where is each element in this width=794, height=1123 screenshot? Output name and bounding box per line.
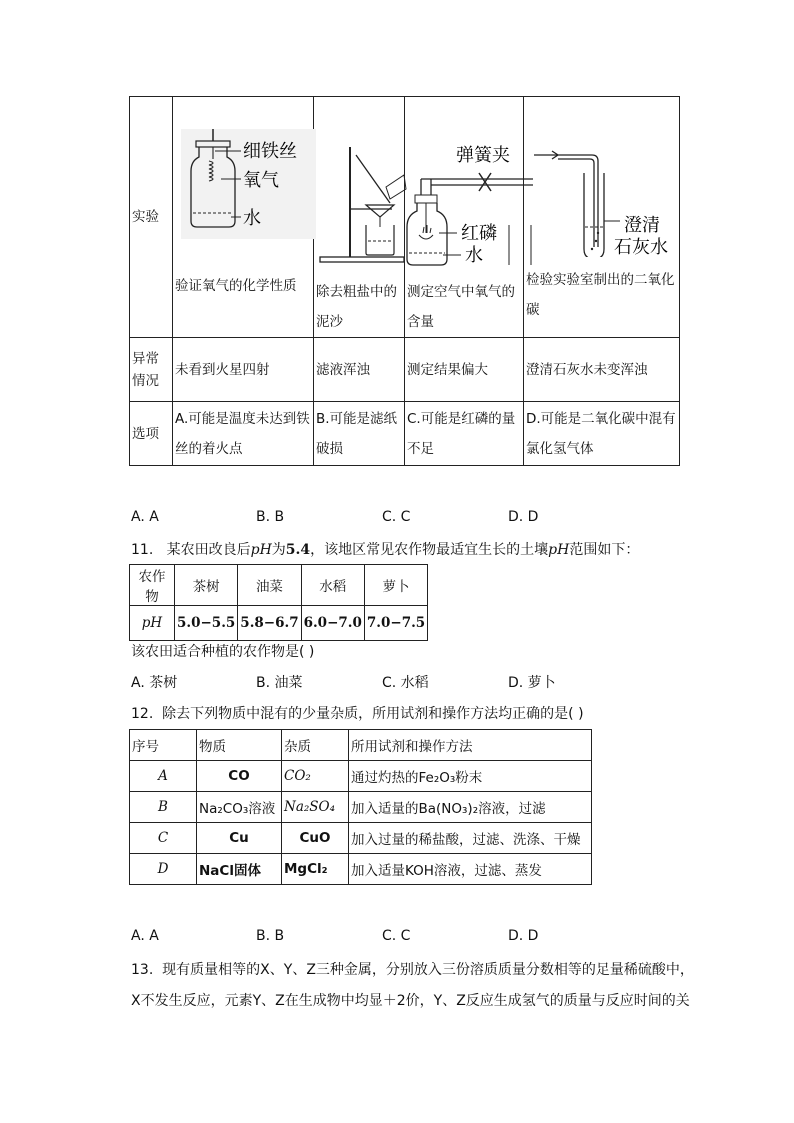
caption-a: 验证氧气的化学性质: [175, 278, 297, 294]
table-row: [130, 792, 592, 823]
option-d: D.可能是二氧化碳中混有氯化氢气体: [524, 402, 680, 466]
q11-ph-2: pH: [548, 542, 570, 558]
q12-cell: CO: [197, 761, 282, 792]
q12-choice-c[interactable]: C. C: [382, 928, 411, 944]
experiment-cell-a: [173, 97, 314, 338]
q12-cell: CuO: [282, 823, 349, 854]
label-water-c: 水: [465, 245, 483, 266]
q11-cell-2: 5.8−6.7: [238, 606, 301, 641]
red-phosphorus-apparatus-icon: [401, 133, 533, 273]
option-b: B.可能是滤纸破损: [314, 402, 405, 466]
label-red-phosphorus: 红磷: [461, 223, 497, 244]
q13-line1-text: 现有质量相等的X、Y、Z三种金属，分别放入三份溶质质量分数相等的足量稀硫酸中，: [162, 962, 694, 978]
row-header-abnormal: 异常情况: [130, 338, 173, 402]
q11-stem-a: 某农田改良后: [166, 542, 251, 558]
experiment-cell-b: [314, 97, 405, 338]
q12-stem: [131, 703, 584, 723]
label-iron-wire: 细铁丝: [243, 141, 297, 162]
q11-stem-b: 为: [271, 542, 286, 558]
label-lime-water: 石灰水: [614, 237, 668, 257]
q12-choice-d[interactable]: D. D: [508, 928, 539, 944]
row-header-options: 选项: [130, 402, 173, 466]
q11-header-4: 萝卜: [364, 565, 427, 606]
q12-stem-text: 除去下列物质中混有的少量杂质，所用试剂和操作方法均正确的是( ): [162, 706, 584, 722]
q11-row-label: pH: [130, 606, 175, 641]
q12-cell: Na₂SO₄: [282, 792, 349, 823]
label-clear: 澄清: [624, 215, 660, 236]
q11-number: 11.: [131, 542, 154, 558]
q12-cell: 通过灼热的Fe₂O₃粉末: [349, 761, 592, 792]
q11-stem-d: 范围如下：: [569, 542, 640, 558]
q11-choice-b[interactable]: B. 油菜: [256, 675, 303, 691]
q11-choice-c[interactable]: C. 水稻: [382, 675, 429, 691]
q12-choice-b[interactable]: B. B: [256, 928, 285, 944]
q12-header-1: 物质: [197, 730, 282, 761]
table-row: [130, 823, 592, 854]
table-row: [130, 854, 592, 885]
q12-header-2: 杂质: [282, 730, 349, 761]
abnormal-a: 未看到火星四射: [173, 338, 314, 402]
q12-cell: 加入过量的稀盐酸，过滤、洗涤、干燥: [349, 823, 592, 854]
q11-header-2: 油菜: [238, 565, 301, 606]
caption-b: 除去粗盐中的泥沙: [316, 284, 397, 330]
q11-cell-1: 5.0−5.5: [175, 606, 238, 641]
iron-wire-oxygen-apparatus-icon: [181, 129, 316, 239]
q10-table: [129, 96, 680, 466]
q11-table: [129, 564, 428, 641]
q12-cell: A: [130, 761, 197, 792]
q12-header-3: 所用试剂和操作方法: [349, 730, 592, 761]
filtration-apparatus-icon: [316, 145, 408, 265]
label-water: 水: [243, 208, 261, 229]
option-c: C.可能是红磷的量不足: [405, 402, 524, 466]
caption-c: 测定空气中氧气的含量: [407, 284, 515, 330]
label-spring-clip: 弹簧夹: [456, 145, 510, 166]
q11-ph: pH: [250, 542, 272, 558]
q11-stem: [131, 539, 639, 559]
q11-stem-c: ，该地区常见农作物最适宜生长的土壤: [310, 542, 549, 558]
abnormal-c: 测定结果偏大: [405, 338, 524, 402]
q12-cell: B: [130, 792, 197, 823]
option-a: A.可能是温度未达到铁丝的着火点: [173, 402, 314, 466]
q11-choice-a[interactable]: A. 茶树: [131, 675, 178, 691]
q11-header-3: 水稻: [301, 565, 364, 606]
label-oxygen: 氧气: [243, 170, 279, 191]
experiment-cell-c: [405, 97, 524, 338]
q12-cell: 加入适量的Ba(NO₃)₂溶液，过滤: [349, 792, 592, 823]
q12-table: [129, 729, 592, 885]
choice-c[interactable]: C. C: [382, 509, 411, 525]
q12-cell: CO₂: [282, 761, 349, 792]
choice-d[interactable]: D. D: [508, 509, 539, 525]
q11-value: 5.4: [285, 542, 311, 558]
q12-cell: MgCl₂: [282, 854, 349, 885]
q13-line-2: X不发生反应，元素Y、Z在生成物中均显＋2价，Y、Z反应生成氢气的质量与反应时间的关: [131, 993, 690, 1009]
q11-choice-d[interactable]: D. 萝卜: [508, 675, 556, 691]
q12-number: 12.: [131, 706, 154, 722]
q12-header-0: 序号: [130, 730, 197, 761]
q11-header-crop: 农作物: [130, 565, 175, 606]
q11-cell-3: 6.0−7.0: [301, 606, 364, 641]
q12-cell: Cu: [197, 823, 282, 854]
abnormal-d: 澄清石灰水未变浑浊: [524, 338, 680, 402]
q11-header-1: 茶树: [175, 565, 238, 606]
abnormal-b: 滤液浑浊: [314, 338, 405, 402]
table-row: [130, 761, 592, 792]
q13-line-1: [131, 959, 694, 979]
row-header-experiment: 实验: [130, 97, 173, 338]
choice-b[interactable]: B. B: [256, 509, 285, 525]
caption-d: 检验实验室制出的二氧化碳: [526, 272, 675, 318]
q12-choice-a[interactable]: A. A: [131, 928, 159, 944]
experiment-cell-d: [524, 97, 680, 338]
q12-cell: NaCl固体: [197, 854, 282, 885]
q12-cell: 加入适量KOH溶液，过滤、蒸发: [349, 854, 592, 885]
q11-cell-4: 7.0−7.5: [364, 606, 427, 641]
lime-water-test-apparatus-icon: [528, 137, 678, 257]
choice-a[interactable]: A. A: [131, 509, 159, 525]
q12-cell: C: [130, 823, 197, 854]
q13-number: 13.: [131, 962, 154, 978]
q11-question: 该农田适合种植的农作物是( ): [131, 644, 315, 660]
q12-cell: Na₂CO₃溶液: [197, 792, 282, 823]
q12-cell: D: [130, 854, 197, 885]
